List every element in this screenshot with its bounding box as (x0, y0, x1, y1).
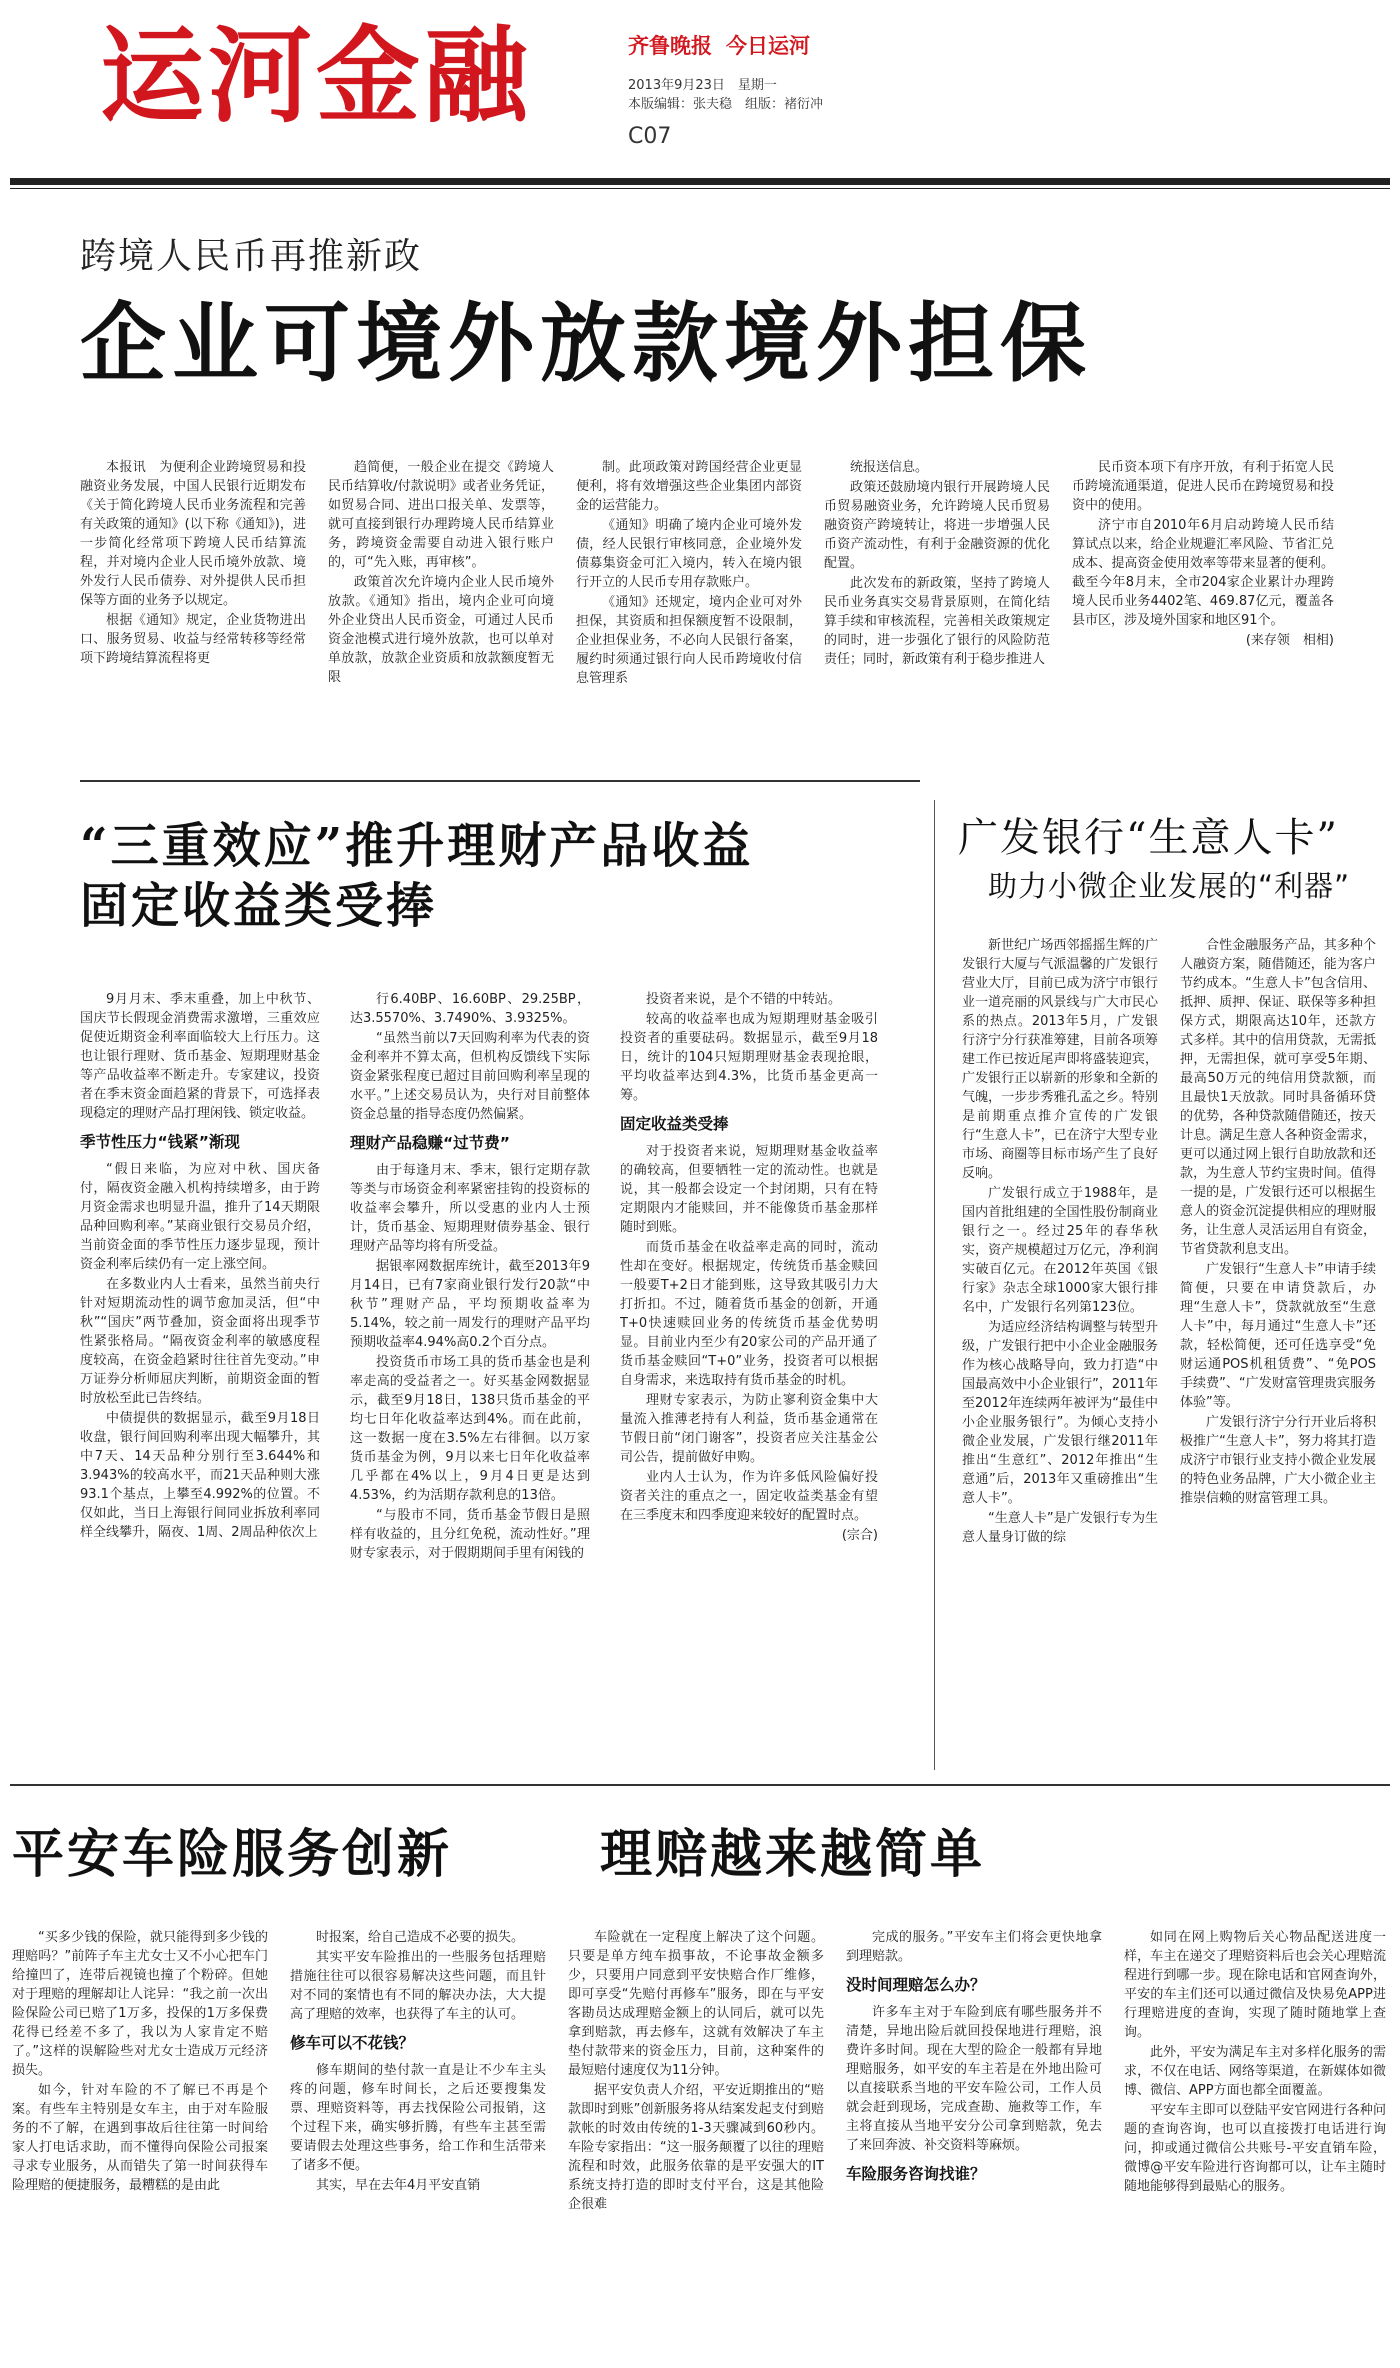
article3-headline: 广发银行“生意人卡” (958, 815, 1339, 861)
article4-column-5: 如同在网上购物后关心物品配送进度一样，车主在递交了理赔资料后也会关心理赔流程进行到哪一步。现在除电话和官网查询外，平安的车主们还可以通过微信及快易免APP进行理赔进度的查询，实现了随时随地掌上查询。 此外，平安为满足车主对多样化服务的需求，不仅在电话、网络等渠道，在新媒体如微博、微信、APP方面也都全面覆盖。 平安车主即可以登陆平安官网进行各种问题的查询咨询，也可以直接拨打电话进行询问，抑或通过微信公共账号-平安直销车险，微博@平安车险进行咨询都可以，让车主随时随地能够得到最贴心的服务。 (1124, 1930, 1386, 2194)
article4-subhead-3: 车险服务咨询找谁？ (846, 2165, 986, 2183)
article4-column-2: 时报案，给自己造成不必要的损失。 其实平安车险推出的一些服务包括理赔措施往往可以很容易解决这些问题，而且针对不同的案情也有不同的解决办法，大大提高了理赔的效率，也获得了车主的认可。 修车可以不花钱？ 修车期间的垫付款一直是让不少车主头疼的问题，修车时间长，之后还要搜集发票、理赔资料等，再去找保险公司报销，这个过程下来，确实够折腾，有些车主甚至需要请假去处理这些事务，给工作和生活带来了诸多不便。 其实，早在去年4月平安直销 (290, 1930, 546, 2193)
article4-headline-right: 理赔越来越简单 (600, 1824, 986, 1885)
article2-byline: (宗合) (841, 1528, 878, 1543)
masthead-rule-thin (10, 188, 1390, 189)
article1-column-2: 趋简便，一般企业在提交《跨境人民币结算收/付款说明》或者业务凭证，如贸易合同、进出口报关单、发票等，就可直接到银行办理跨境人民币结算业务，跨境资金需要自动进入银行账户的，可“先入账，再审核”。 政策首次允许境内企业人民币境外放款。《通知》指出，境内企业可向境外企业贷出人民币资金，可通过人民币资金池模式进行境外放款，也可以单对单放款，放款企业资质和放款额度暂无限 (328, 460, 554, 685)
editor-credits: 本版编辑：张夫稳 组版：褚衍冲 (628, 97, 824, 112)
brand-sub: 今日运河 (726, 33, 810, 58)
article4-headline-left: 平安车险服务创新 (12, 1824, 453, 1885)
article2-headline: “三重效应”推升理财产品收益 (80, 818, 754, 874)
section-divider (80, 780, 920, 782)
issue-date: 2013年9月23日 星期一 (628, 78, 777, 93)
article1-kicker: 跨境人民币再推新政 (80, 236, 423, 277)
column-divider (934, 800, 935, 1770)
article3-column-1: 新世纪广场西邻摇摇生辉的广发银行大厦与气派温馨的广发银行营业大厅，目前已成为济宁市银行业一道亮丽的风景线与广大市民心系的热点。2013年5月，广发银行济宁分行获准筹建，目前各项筹建工作已按近尾声即将盛装迎宾，广发银行正以崭新的形象和全新的气魄，一步步秀雅孔孟之乡。特别是前期重点推介宣传的广发银行“生意人卡”，已在济宁大型专业市场、商圈等目标市场产生了良好反响。 广发银行成立于1988年，是国内首批组建的全国性股份制商业银行之一。经过25年的春华秋实，资产规模超过万亿元，净利润实破百亿元。在2012年英国《银行家》杂志全球1000家大银行排名中，广发银行名列第123位。 为适应经济结构调整与转型升级，广发银行把中小企业金融服务作为核心战略导向，致力打造“中国最高效中小企业银行”，2011年至2012年连续两年被评为“最佳中小企业服务银行”。为倾心支持小微企业发展，广发银行继2011年推出“生意红”、2012年推出“生意通”后，2013年又重磅推出“生意人卡”。 “生意人卡”是广发银行专为生意人量身订做的综 (962, 938, 1158, 1545)
article2-column-1: 9月月末、季末重叠，加上中秋节、国庆节长假现金消费需求激增，三重效应促使近期资金利率面临较大上行压力。这也让银行理财、货币基金、短期理财基金等产品收益率不断走升。专家建议，投资者在季末资金面趋紧的背景下，可选择表现稳定的理财产品打理闲钱、锁定收益。 季节性压力“钱紧”渐现 “假日来临，为应对中秋、国庆备付，隔夜资金融入机构持续增多，由于跨月资金需求也明显升温，推升了14天期限品种回购利率。”某商业银行交易员介绍，当前资金面的季节性压力逐步显现，预计资金利率后续仍有一定上涨空间。 在多数业内人士看来，虽然当前央行针对短期流动性的调节愈加灵活，但“中秋”“国庆”两节叠加，资金面将出现季节性紧张格局。“隔夜资金利率的敏感度程度较高，在资金趋紧时往往首先变动。”申万证券分析师屈庆判断，前期资金面的暂时放松至此已告终结。 中债提供的数据显示，截至9月18日收盘，银行间回购利率出现大幅攀升，其中7天、14天品种分别行至3.644%和3.943%的较高水平，而21天品种则大涨93.1个基点，上攀至4.992%的位置。不仅如此，当日上海银行间同业拆放利率同样全线攀升，隔夜、1周、2周品种依次上 (80, 992, 320, 1540)
article1-column-1: 本报讯 为便利企业跨境贸易和投融资业务发展，中国人民银行近期发布《关于简化跨境人民币业务流程和完善有关政策的通知》(以下称《通知》)，进一步简化经常项下跨境人民币结算流程，并对境内企业人民币境外放款、境外发行人民币债券、对外提供人民币担保等方面的业务予以规定。 根据《通知》规定，企业货物进出口、服务贸易、收益与经常转移等经常项下跨境结算流程将更 (80, 460, 306, 666)
article2-column-2: 行6.40BP、16.60BP、29.25BP，达3.5570%、3.7490%、3.9325%。 “虽然当前以7天回购利率为代表的资金利率并不算太高，但机构反馈线下实际资金紧张程度已超过目前回购利率呈现的水平。”上述交易员认为，央行对目前整体资金总量的指导态度仍然偏紧。 理财产品稳赚“过节费” 由于每逢月末、季末，银行定期存款等类与市场资金利率紧密挂钩的投资标的收益率会攀升，所以受惠的业内人士预计，货币基金、短期理财债券基金、银行理财产品等均将有所受益。 据银率网数据库统计，截至2013年9月14日，已有7家商业银行发行20款“中秋节”理财产品，平均预期收益率为5.14%，较之前一周发行的理财产品平均预期收益率4.94%高0.2个百分点。 投资货币市场工具的货币基金也是利率走高的受益者之一。好买基金网数据显示，截至9月18日，138只货币基金的平均七日年化收益率达到4%。而在此前，这一数据一度在3.5%左右徘徊。以万家货币基金为例，9月以来七日年化收益率几乎都在4%以上，9月4日更是达到4.53%，约为活期存款利息的13倍。 “与股市不同，货币基金节假日是照样有收益的，且分红免税，流动性好。”理财专家表示，对于假期期间手里有闲钱的 (350, 992, 590, 1561)
article2-subhead-3: 固定收益类受捧 (620, 1115, 729, 1133)
article2-subhead-2: 理财产品稳赚“过节费” (350, 1134, 510, 1152)
article1-column-4: 统报送信息。 政策还鼓励境内银行开展跨境人民币贸易融资业务，允许跨境人民币贸易融资资产跨境转让，将进一步增强人民币资产流动性，有利于金融资源的优化配置。 此次发布的新政策，坚持了跨境人民币业务真实交易背景原则，在简化结算手续和审核流程，完善相关政策规定的同时，进一步强化了银行的风险防范责任；同时，新政策有利于稳步推进人 (824, 460, 1050, 667)
article4-subhead-1: 修车可以不花钱？ (290, 2034, 415, 2052)
newspaper-brand (628, 30, 810, 60)
page-code: C07 (628, 124, 672, 149)
bottom-section-rule (10, 1784, 1390, 1786)
article4-subhead-2: 没时间理赔怎么办？ (846, 1976, 986, 1994)
article2-headline-line2: 固定收益类受捧 (80, 878, 438, 934)
article3-subhead: 助力小微企业发展的“利器” (988, 869, 1351, 903)
article1-column-5: 民币资本项下有序开放，有利于拓宽人民币跨境流通渠道，促进人民币在跨境贸易和投资中的使用。 济宁市自2010年6月启动跨境人民币结算试点以来，给企业规避汇率风险、节省汇兑成本、提高资金使用效率等带来显著的便利。截至今年8月末，全市204家企业累计办理跨境人民币业务4402笔、469.87亿元，覆盖各县市区，涉及境外国家和地区91个。 (来存领 相相) (1072, 460, 1334, 648)
brand-main: 齐鲁晚报 (628, 33, 712, 58)
article1-headline: 企业可境外放款境外担保 (80, 293, 1092, 394)
article4-column-4: 完成的服务。”平安车主们将会更快地拿到理赔款。 没时间理赔怎么办？ 许多车主对于车险到底有哪些服务并不清楚，异地出险后就回投保地进行理赔，浪费许多时间。现在大型的险企一般都有异地理赔服务，如平安的车主若是在外地出险可以直接联系当地的平安车险公司，工作人员就会赶到现场，完成查勘、施救等工作，车主将直接从当地平安分公司拿到赔款，免去了来回奔波、补交资料等麻烦。 车险服务咨询找谁？ (846, 1930, 1102, 2183)
article1-byline: (来存领 相相) (1245, 633, 1334, 648)
article4-column-1: “买多少钱的保险，就只能得到多少钱的理赔吗？”前阵子车主尤女士又不小心把车门给撞凹了，连带后视镜也撞了个粉碎。但她对于理赔的理解却让人诧异：“我之前一次出险保险公司已赔了1万多，投保的1万多保费花得已经差不多了，我以为人家肯定不赔了。”这样的误解险些对尤女士造成万元经济损失。 如今，针对车险的不了解已不再是个案。有些车主特别是女车主，由于对车险服务的不了解，在遇到事故后往往第一时间给家人打电话求助，而不懂得向保险公司报案寻求专业服务，从而错失了第一时间获得车险理赔的便捷服务，最糟糕的是由此 (12, 1930, 268, 2193)
article3-column-2: 合性金融服务产品，其多种个人融资方案，随借随还，能为客户节约成本。“生意人卡”包含信用、抵押、质押、保证、联保等多种担保方式，期限高达10年，还款方式多样。其中的信用贷款，无需抵押，无需担保，就可享受5年期、最高50万元的纯信用贷款额，而且最快1天放款。同时具备循环贷的优势，各种贷款随借随还，按天计息。满足生意人各种资金需求，更可以通过网上银行自助放款和还款，为生意人节约宝贵时间。值得一提的是，广发银行还可以根据生意人的资金沉淀提供相应的理财服务，让生意人灵活运用自有资金，节省贷款利息支出。 广发银行“生意人卡”申请手续简便，只要在申请贷款后，办理“生意人卡”，贷款就放至“生意人卡”中，每月通过“生意人卡”还款，轻松简便，还可任选享受“免财运通POS机租赁费”、“免POS手续费”、“广发财富管理贵宾服务体验”等。 广发银行济宁分行开业后将积极推广“生意人卡”，努力将其打造成济宁市银行业支持小微企业发展的特色业务品牌，广大小微企业主推崇信赖的财富管理工具。 (1180, 938, 1376, 1506)
article4-column-3: 车险就在一定程度上解决了这个问题。只要是单方纯车损事故，不论事故金额多少，只要用户同意到平安快赔合作厂维修，即可享受“先赔付再修车”服务，即在与平安客勘员达成理赔金额上的认同后，就可以先拿到赔款，再去修车，这就有效解决了车主垫付款带来的资金压力，目前，这种案件的最短赔付速度仅为11分钟。 据平安负责人介绍，平安近期推出的“赔款即时到账”创新服务将从结案发起支付到赔款帐的时效由传统的1-3天骤减到60秒内。车险专家指出：“这一服务颠覆了以往的理赔流程和时效，此服务依靠的是平安强大的IT系统支持打造的即时支付平台，这是其他险企很难 (568, 1930, 824, 2212)
masthead-rule (10, 178, 1390, 185)
article1-column-3: 制。此项政策对跨国经营企业更显便利，将有效增强这些企业集团内部资金的运营能力。 《通知》明确了境内企业可境外发债，经人民银行审核同意，企业境外发债募集资金可汇入境内，转入在境内银行开立的人民币专用存款账户。 《通知》还规定，境内企业可对外担保，其资质和担保额度暂不设限制，企业担保业务，不必向人民银行备案，履约时须通过银行向人民币跨境收付信息管理系 (576, 460, 802, 686)
article2-subhead-1: 季节性压力“钱紧”渐现 (80, 1133, 240, 1151)
article2-column-3: 投资者来说，是个不错的中转站。 较高的收益率也成为短期理财基金吸引投资者的重要砝码。数据显示，截至9月18日，统计的104只短期理财基金表现抢眼，平均收益率达到4.3%，比货币基金更高一筹。 固定收益类受捧 对于投资者来说，短期理财基金收益率的确较高，但要牺牲一定的流动性。也就是说，其一般都会设定一个封闭期，只有在特定期限内才能赎回，并不能像货币基金那样随时到账。 而货币基金在收益率走高的同时，流动性却在变好。根据规定，传统货币基金赎回一般要T+2日才能到账，这导致其吸引力大打折扣。不过，随着货币基金的创新，开通T+0快速赎回业务的传统货币基金优势明显。目前业内至少有20家公司的产品开通了货币基金赎回“T+0”业务，投资者可以根据自身需求，来选取持有货币基金的时机。 理财专家表示，为防止寥利资金集中大量流入推薄老持有人利益，货币基金通常在节假日前“闭门谢客”，投资者应关注基金公司公告，提前做好申购。 业内人士认为，作为许多低风险偏好投资者关注的重点之一，固定收益类基金有望在三季度末和四季度迎来较好的配置时点。 (宗合) (620, 992, 878, 1543)
masthead-title: 运河金融 (100, 14, 533, 137)
